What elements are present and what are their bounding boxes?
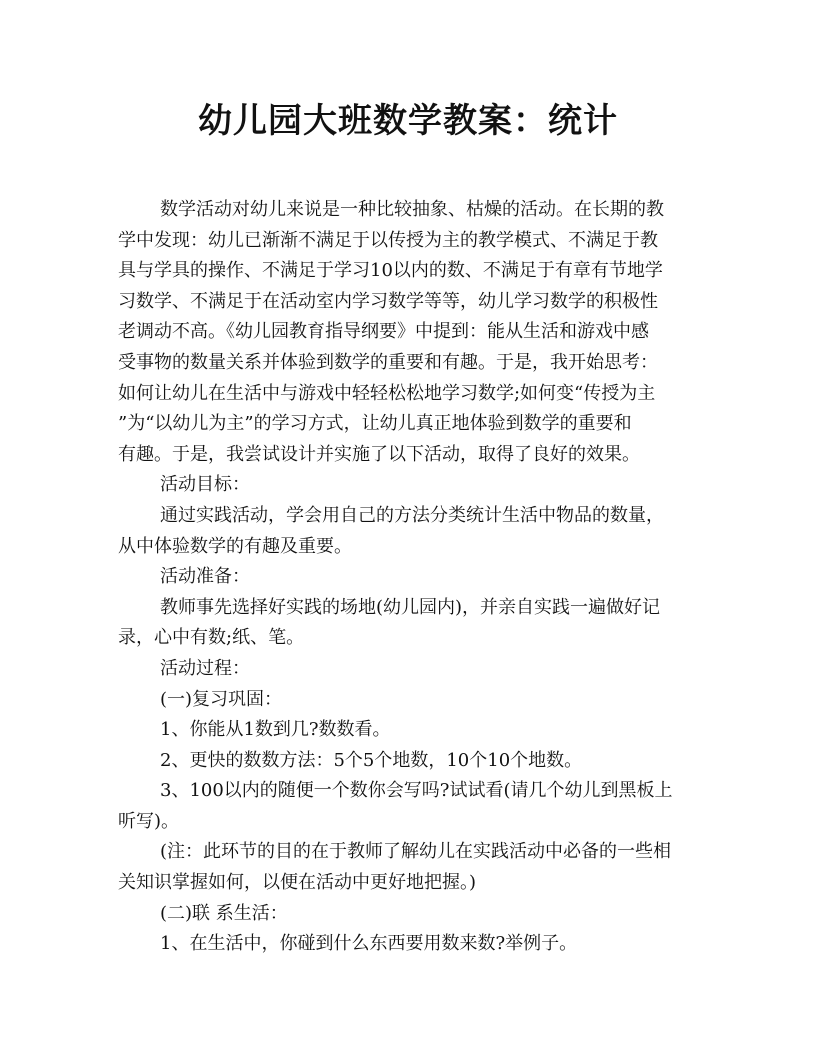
note-line: (注：此环节的目的在于教师了解幼儿在实践活动中必备的一些相 (160, 841, 672, 863)
list-item: 1、你能从1数到几?数数看。 (160, 719, 391, 741)
paragraph-line: 如何让幼儿在生活中与游戏中轻轻松松地学习数学;如何变“传授为主 (118, 382, 656, 404)
section-heading: 活动准备： (160, 566, 250, 588)
section-heading: 活动目标： (160, 474, 250, 496)
paragraph-line: 老调动不高。《幼儿园教育指导纲要》中提到：能从生活和游戏中感 (118, 321, 649, 343)
subsection-heading: (二)联 系生活： (160, 902, 288, 924)
document-body (118, 195, 698, 960)
paragraph-line: 通过实践活动，学会用自己的方法分类统计生活中物品的数量， (160, 504, 664, 526)
paragraph-line: 受事物的数量关系并体验到数学的重要和有趣。于是，我开始思考： (118, 351, 658, 373)
paragraph-line: 数学活动对幼儿来说是一种比较抽象、枯燥的活动。在长期的教 (160, 199, 664, 220)
list-item: 3、100以内的随便一个数你会写吗?试试看(请几个幼儿到黑板上 (160, 780, 673, 802)
paragraph-line: 听写)。 (118, 810, 180, 832)
paragraph-line: ”为“以幼儿为主”的学习方式，让幼儿真正地体验到数学的重要和 (118, 413, 632, 435)
document-title: 幼儿园大班数学教案：统计 (198, 101, 618, 141)
paragraph-line: 从中体验数学的有趣及重要。 (118, 535, 352, 557)
subsection-heading: (一)复习巩固： (160, 688, 283, 710)
section-heading: 活动过程： (160, 657, 250, 679)
note-line: 关知识掌握如何，以便在活动中更好地把握。) (118, 872, 477, 894)
list-item: 2、更快的数数方法：5个5个地数，10个10个地数。 (160, 749, 583, 771)
paragraph-line: 教师事先选择好实践的场地(幼儿园内)，并亲自实践一遍做好记 (160, 596, 661, 618)
list-item: 1、在生活中，你碰到什么东西要用数来数?举例子。 (160, 933, 578, 955)
paragraph-line: 习数学、不满足于在活动室内学习数学等等，幼儿学习数学的积极性 (118, 290, 658, 312)
paragraph-line: 具与学具的操作、不满足于学习10以内的数、不满足于有章有节地学 (118, 260, 663, 282)
paragraph-line: 录，心中有数;纸、笔。 (118, 627, 305, 649)
paragraph-line: 有趣。于是，我尝试设计并实施了以下活动，取得了良好的效果。 (118, 443, 640, 465)
paragraph-line: 学中发现：幼儿已渐渐不满足于以传授为主的教学模式、不满足于教 (118, 229, 658, 251)
